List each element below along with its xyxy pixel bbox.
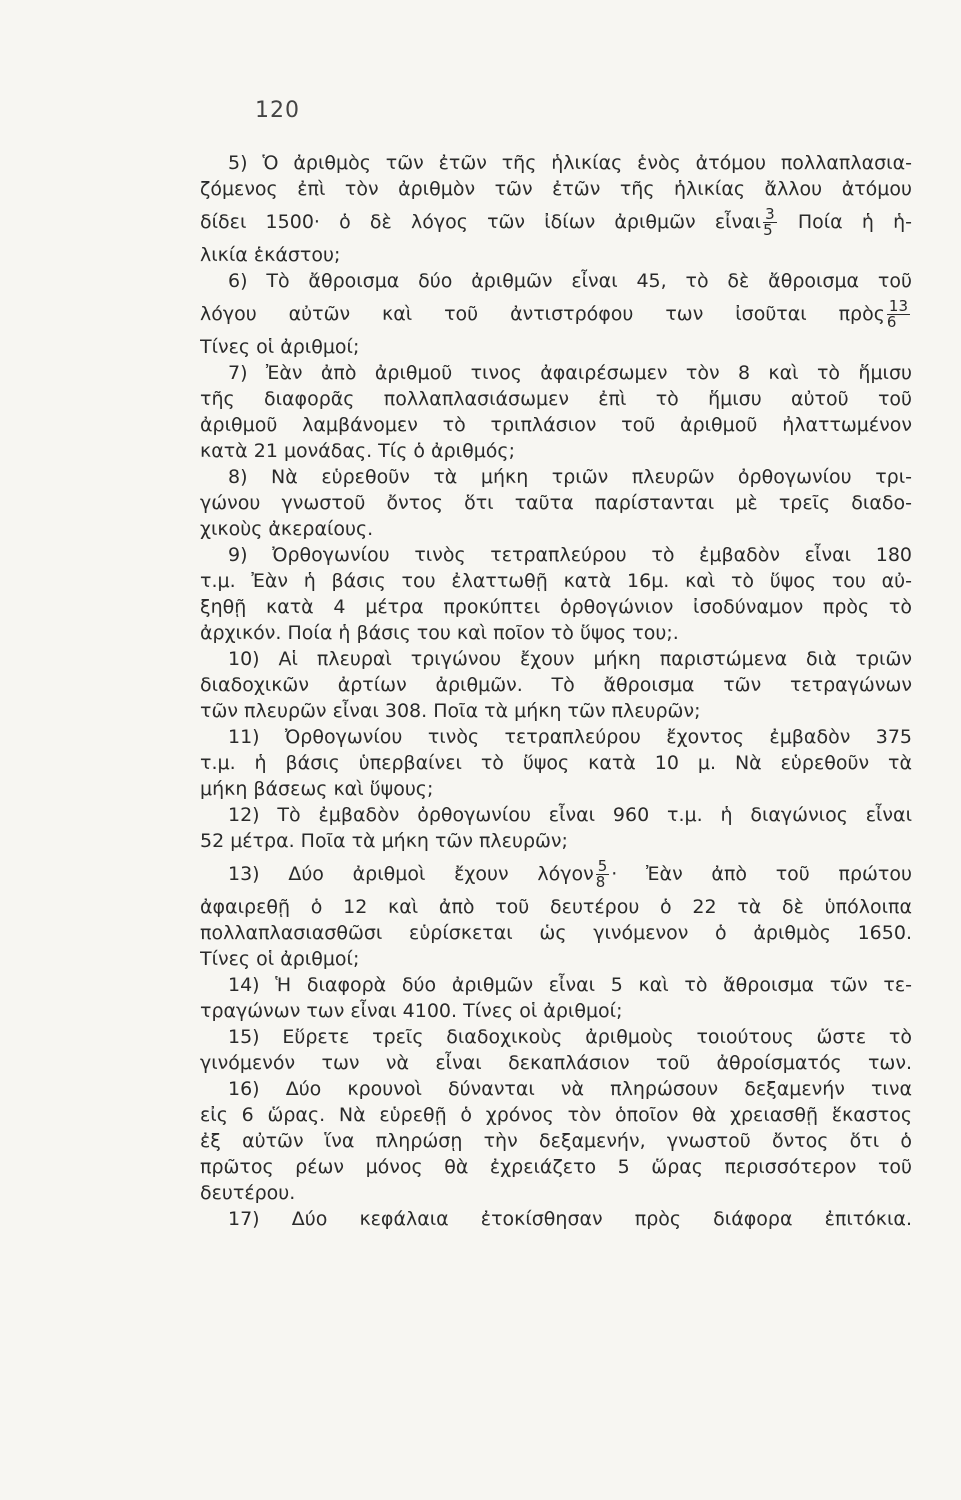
text-line [200, 294, 912, 334]
text-line [200, 750, 912, 776]
text-line [200, 998, 912, 1024]
line-text: δευτέρου. [200, 1182, 296, 1204]
line-text: 16) Δύο κρουνοὶ δύνανται νὰ πληρώσουν δεξαμενήν τινα [228, 1078, 912, 1100]
line-text: ἀρχικόν. Ποία ἡ βάσις του καὶ ποῖον τὸ ὕψος του;. [200, 622, 679, 644]
line-text: 11) Ὀρθογωνίου τινὸς τετραπλεύρου ἔχοντος ἐμβαδὸν 375 [228, 726, 912, 748]
text-line [200, 920, 912, 946]
text-line [200, 438, 912, 464]
text-line [200, 268, 912, 294]
line-text: εἰς 6 ὥρας. Νὰ εὑρεθῇ ὁ χρόνος τὸν ὁποῖον θὰ χρειασθῇ ἕκαστος [200, 1104, 912, 1126]
text-line [200, 802, 912, 828]
line-text: πολλαπλασιασθῶσι εὑρίσκεται ὡς γινόμενον ὁ ἀριθμὸς 1650. [200, 922, 912, 944]
text-line [200, 1206, 912, 1232]
fraction [887, 299, 910, 330]
line-text: τῶν πλευρῶν εἶναι 308. Ποῖα τὰ μήκη τῶν πλευρῶν; [200, 700, 701, 722]
text-line [200, 594, 912, 620]
line-text: ξηθῇ κατὰ 4 μέτρα προκύπτει ὀρθογώνιον ἰσοδύναμον πρὸς τὸ [200, 596, 912, 618]
text-line [200, 516, 912, 542]
fraction-denominator: 8 [595, 873, 606, 891]
text-line [200, 490, 912, 516]
line-text: μήκη βάσεως καὶ ὕψους; [200, 778, 434, 800]
line-text: γινόμενόν των νὰ εἶναι δεκαπλάσιον τοῦ ἀθροίσματός των. [200, 1052, 912, 1074]
line-text: κατὰ 21 μονάδας. Τίς ὁ ἀριθμός; [200, 440, 515, 462]
line-text: 17) Δύο κεφάλαια ἐτοκίσθησαν πρὸς διάφορα ἐπιτόκια. [228, 1208, 912, 1230]
line-text: 14) Ἡ διαφορὰ δύο ἀριθμῶν εἶναι 5 καὶ τὸ ἄθροισμα τῶν τε- [228, 974, 912, 996]
text-line [200, 1076, 912, 1102]
text-line [200, 646, 912, 672]
text-line [200, 202, 912, 242]
line-text: 5) Ὁ ἀριθμὸς τῶν ἐτῶν τῆς ἡλικίας ἑνὸς ἀτόμου πολλαπλασια- [228, 152, 912, 174]
text-line [200, 150, 912, 176]
line-text: ἐξ αὐτῶν ἵνα πληρώσῃ τὴν δεξαμενήν, γνωστοῦ ὄντος ὅτι ὁ [200, 1130, 912, 1152]
text-line [200, 360, 912, 386]
fraction [763, 207, 777, 238]
line-text: ἀφαιρεθῇ ὁ 12 καὶ ἀπὸ τοῦ δευτέρου ὁ 22 τὰ δὲ ὑπόλοιπα [200, 896, 912, 918]
fraction-denominator: 6 [886, 313, 897, 331]
text-line [200, 724, 912, 750]
line-text: ζόμενος ἐπὶ τὸν ἀριθμὸν τῶν ἐτῶν τῆς ἡλικίας ἄλλου ἀτόμου [200, 178, 912, 200]
fraction-numerator: 5 [597, 857, 608, 875]
text-line [200, 1050, 912, 1076]
line-text: 9) Ὀρθογωνίου τινὸς τετραπλεύρου τὸ ἐμβαδὸν εἶναι 180 [228, 544, 912, 566]
line-text: δίδει 1500· ὁ δὲ λόγος τῶν ἰδίων ἀριθμῶν εἶναι [200, 211, 762, 233]
line-text: 6) Τὸ ἄθροισμα δύο ἀριθμῶν εἶναι 45, τὸ δὲ ἄθροισμα τοῦ [228, 270, 912, 292]
text-line [200, 176, 912, 202]
fraction-numerator: 13 [888, 297, 908, 315]
text-line [200, 972, 912, 998]
fraction [596, 859, 610, 890]
line-text-after: · Ἐὰν ἀπὸ τοῦ πρώτου [611, 863, 912, 885]
text-line [200, 412, 912, 438]
fraction-denominator: 5 [763, 221, 773, 239]
line-text: λόγου αὐτῶν καὶ τοῦ ἀντιστρόφου των ἰσοῦται πρὸς [200, 303, 885, 325]
line-text-after: Ποία ἡ ἡ- [778, 211, 912, 233]
line-text: Τίνες οἱ ἀριθμοί; [200, 948, 360, 970]
text-line [200, 828, 912, 854]
text-line [200, 620, 912, 646]
text-line [200, 776, 912, 802]
fraction-numerator: 3 [765, 205, 775, 223]
line-text: τῆς διαφορᾶς πολλαπλασιάσωμεν ἐπὶ τὸ ἥμισυ αὐτοῦ τοῦ [200, 388, 912, 410]
text-line [200, 334, 912, 360]
line-text: 52 μέτρα. Ποῖα τὰ μήκη τῶν πλευρῶν; [200, 830, 568, 852]
line-text: γώνου γνωστοῦ ὄντος ὅτι ταῦτα παρίστανται μὲ τρεῖς διαδο- [200, 492, 912, 514]
line-text: 12) Τὸ ἐμβαδὸν ὀρθογωνίου εἶναι 960 τ.μ. ἡ διαγώνιος εἶναι [228, 804, 912, 826]
text-line [200, 1154, 912, 1180]
line-text: 10) Αἱ πλευραὶ τριγώνου ἔχουν μήκη παριστώμενα διὰ τριῶν [228, 648, 912, 670]
line-text: 13) Δύο ἀριθμοὶ ἔχουν λόγον [228, 863, 594, 885]
line-text: χικοὺς ἀκεραίους. [200, 518, 374, 540]
text-line [200, 854, 912, 894]
text-line [200, 542, 912, 568]
text-line [200, 1128, 912, 1154]
text-line [200, 698, 912, 724]
text-line [200, 1024, 912, 1050]
line-text: 7) Ἐὰν ἀπὸ ἀριθμοῦ τινος ἀφαιρέσωμεν τὸν 8 καὶ τὸ ἥμισυ [228, 362, 912, 384]
text-line [200, 672, 912, 698]
line-text: διαδοχικῶν ἀρτίων ἀριθμῶν. Τὸ ἄθροισμα τῶν τετραγώνων [200, 674, 912, 696]
page-text [200, 150, 912, 1232]
line-text: Τίνες οἱ ἀριθμοί; [200, 336, 360, 358]
line-text: τραγώνων των εἶναι 4100. Τίνες οἱ ἀριθμοί; [200, 1000, 623, 1022]
text-line [200, 242, 912, 268]
line-text: 8) Νὰ εὑρεθοῦν τὰ μήκη τριῶν πλευρῶν ὀρθογωνίου τρι- [228, 466, 912, 488]
text-line [200, 946, 912, 972]
text-line [200, 1102, 912, 1128]
line-text: πρῶτος ρέων μόνος θὰ ἐχρειάζετο 5 ὥρας περισσότερον τοῦ [200, 1156, 912, 1178]
text-line [200, 568, 912, 594]
text-line [200, 894, 912, 920]
text-line [200, 1180, 912, 1206]
line-text: ἀριθμοῦ λαμβάνομεν τὸ τριπλάσιον τοῦ ἀριθμοῦ ἠλαττωμένον [200, 414, 912, 436]
text-line [200, 386, 912, 412]
line-text: 15) Εὕρετε τρεῖς διαδοχικοὺς ἀριθμοὺς τοιούτους ὥστε τὸ [228, 1026, 912, 1048]
line-text: τ.μ. ἡ βάσις ὑπερβαίνει τὸ ὕψος κατὰ 10 μ. Νὰ εὑρεθοῦν τὰ [200, 752, 912, 774]
page-number: 120 [255, 98, 300, 123]
line-text: τ.μ. Ἐὰν ἡ βάσις του ἐλαττωθῇ κατὰ 16μ. καὶ τὸ ὕψος του αὐ- [200, 570, 912, 592]
text-line [200, 464, 912, 490]
line-text: λικία ἑκάστου; [200, 244, 341, 266]
